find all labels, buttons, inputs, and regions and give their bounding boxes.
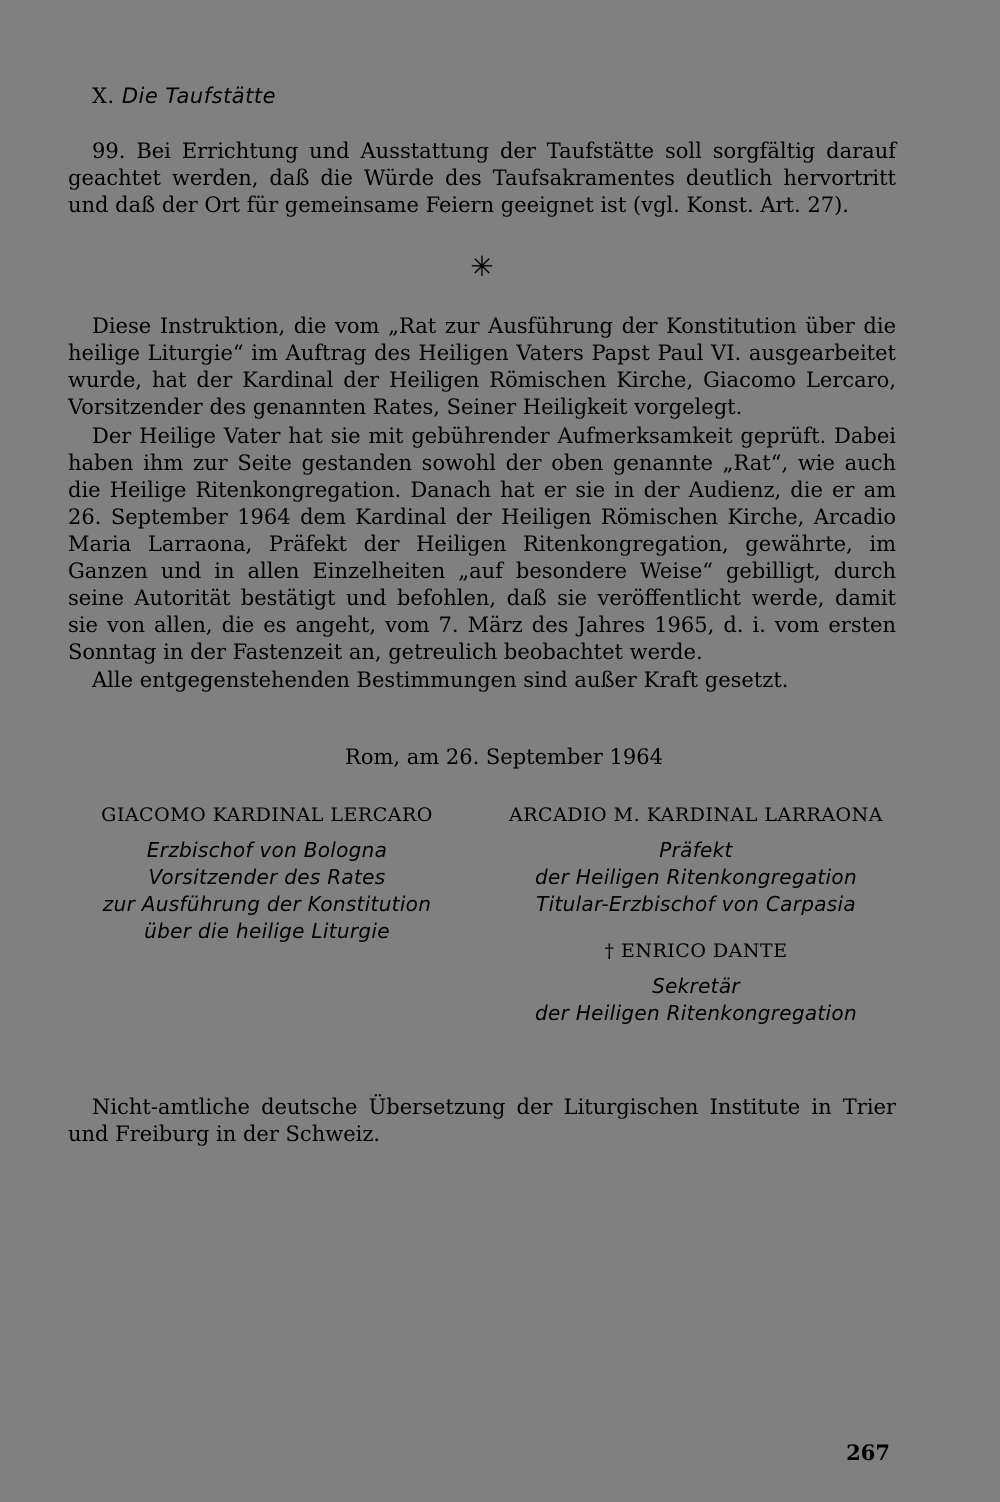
signatory-title-line: zur Ausführung der Konstitution xyxy=(102,892,432,916)
signatory-title-line: Präfekt xyxy=(659,838,733,862)
translation-note: Nicht-amtliche deutsche Übersetzung der Liturgischen Institute in Trier und Freiburg in der Schweiz. xyxy=(68,1095,896,1146)
place-date: Rom, am 26. September 1964 xyxy=(345,745,663,769)
signature-dante xyxy=(486,938,906,1027)
signatory-title-line: über die heilige Liturgie xyxy=(144,919,390,943)
paragraph-approval: Der Heilige Vater hat sie mit gebührender Aufmerksamkeit geprüft. Dabei haben ihm zur Seite gestanden sowohl der oben genannte „Rat“, wie auch die Heilige Ritenkongregation. Danach hat er sie in der Audienz, die er am 26. September 1964 dem Kardinal der Heiligen Römischen Kirche, Arcadio Maria Larraona, Präfekt der Heiligen Ritenkongregation, gewährte, im Ganzen und in allen Einzelheiten „auf besondere Weise“ gebilligt, durch seine Autorität bestätigt und befohlen, daß sie veröffentlicht werde, damit sie von allen, die es angeht, vom 7. März des Jahres 1965, d. i. vom ersten Sonntag in der Fastenzeit an, getreulich beobachtet werde. xyxy=(68,424,896,664)
signatory-title-line: der Heiligen Ritenkongregation xyxy=(535,865,857,889)
section-title: Die Taufstätte xyxy=(121,84,277,108)
section-number: X. xyxy=(92,84,115,108)
signatory-name: † ENRICO DANTE xyxy=(604,940,788,962)
paragraph-abrogation: Alle entgegenstehenden Bestimmungen sind außer Kraft gesetzt. xyxy=(92,668,789,692)
section-heading xyxy=(92,84,276,108)
signature-larraona xyxy=(486,802,906,1027)
paragraph-instruction: Diese Instruktion, die vom „Rat zur Ausführung der Konstitution über die heilige Liturgie“ im Auftrag des Heiligen Vaters Papst Paul VI. ausgearbeitet wurde, hat der Kardinal der Heiligen Römischen Kirche, Giacomo Lercaro, Vorsitzender des genannten Rates, Seiner Heiligkeit vorgelegt. xyxy=(68,314,896,419)
signatory-title-line: Sekretär xyxy=(652,974,740,998)
signature-lercaro xyxy=(74,802,460,945)
asterisk-separator: ✳ xyxy=(470,250,494,283)
signatory-name: ARCADIO M. KARDINAL LARRAONA xyxy=(509,804,883,826)
signatory-title-line: Titular-Erzbischof von Carpasia xyxy=(536,892,856,916)
signatory-title-line: Erzbischof von Bologna xyxy=(146,838,388,862)
page-number: 267 xyxy=(846,1440,890,1465)
paragraph-99: 99. Bei Errichtung und Ausstattung der Taufstätte soll sorgfältig darauf geachtet werden, daß die Würde des Taufsakramentes deutlich hervortritt und daß der Ort für gemeinsame Feiern geeignet ist (vgl. Konst. Art. 27). xyxy=(68,139,896,217)
signatory-title-line: der Heiligen Ritenkongregation xyxy=(535,1001,857,1025)
signatory-title-line: Vorsitzender des Rates xyxy=(148,865,386,889)
document-page xyxy=(68,0,896,1502)
signatory-name: GIACOMO KARDINAL LERCARO xyxy=(101,804,433,826)
